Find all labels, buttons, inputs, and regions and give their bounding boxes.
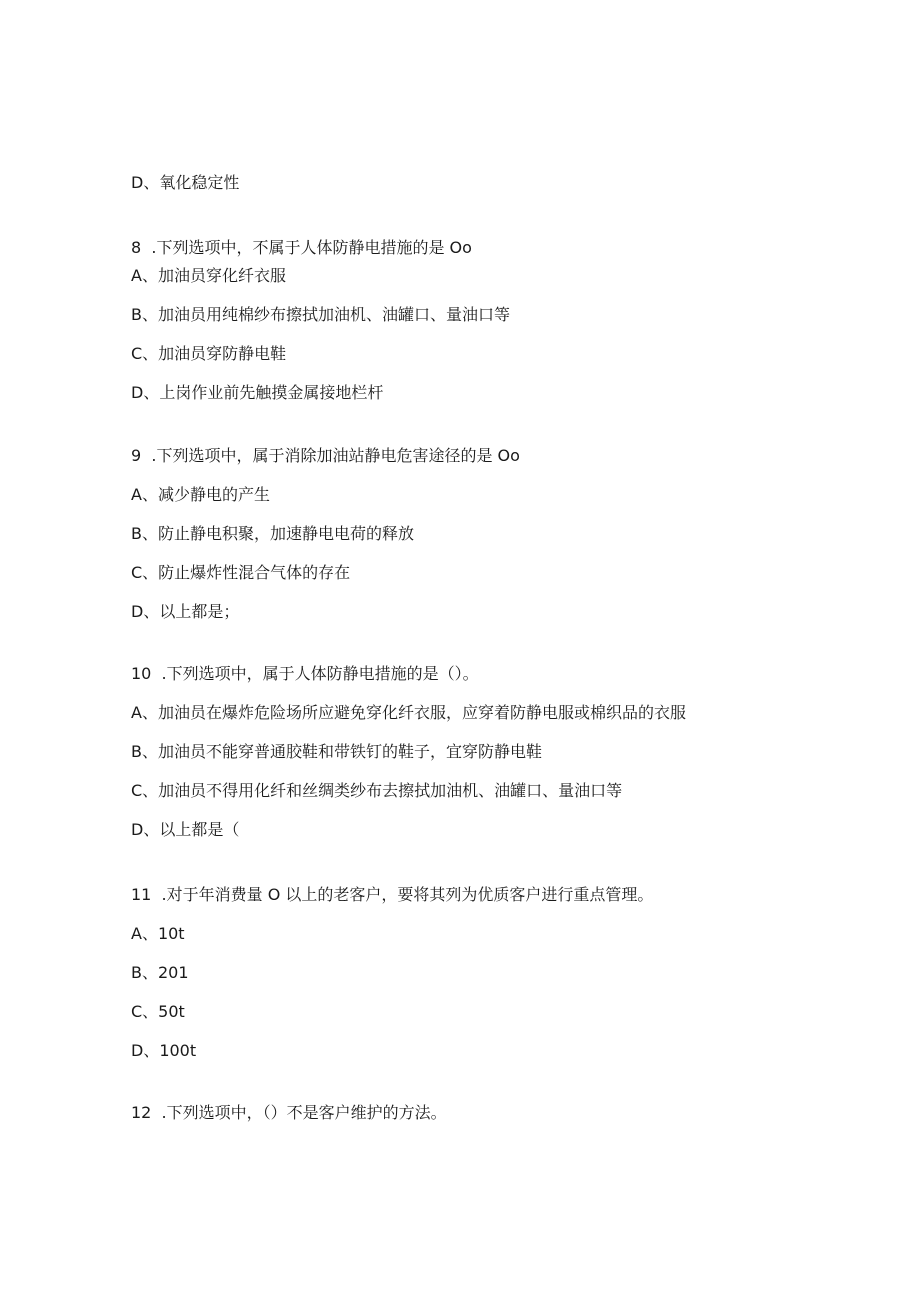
q10-option-c: C、加油员不得用化纤和丝绸类纱布去擦拭加油机、油罐口、量油口等 bbox=[131, 781, 623, 800]
q8-question: 8 .下列选项中，不属于人体防静电措施的是 Oo bbox=[131, 238, 472, 257]
q10-question: 10 .下列选项中，属于人体防静电措施的是（）。 bbox=[131, 664, 479, 683]
q8-option-c: C、加油员穿防静电鞋 bbox=[131, 344, 287, 363]
q9-option-c: C、防止爆炸性混合气体的存在 bbox=[131, 563, 351, 582]
q9-option-b: B、防止静电积聚，加速静电电荷的释放 bbox=[131, 524, 414, 543]
q11-question: 11 .对于年消费量 O 以上的老客户，要将其列为优质客户进行重点管理。 bbox=[131, 885, 654, 904]
q7-option-d: D、氧化稳定性 bbox=[131, 173, 240, 192]
q10-option-d: D、以上都是（ bbox=[131, 820, 240, 839]
q8-option-a: A、加油员穿化纤衣服 bbox=[131, 266, 286, 285]
q8-option-b: B、加油员用纯棉纱布擦拭加油机、油罐口、量油口等 bbox=[131, 305, 510, 324]
q9-option-a: A、减少静电的产生 bbox=[131, 485, 270, 504]
q9-question: 9 .下列选项中，属于消除加油站静电危害途径的是 Oo bbox=[131, 446, 520, 465]
q9-option-d: D、以上都是； bbox=[131, 602, 240, 621]
q11-option-c: C、50t bbox=[131, 1002, 185, 1021]
q11-option-a: A、10t bbox=[131, 924, 185, 943]
q12-question: 12 .下列选项中，（）不是客户维护的方法。 bbox=[131, 1103, 447, 1122]
q8-option-d: D、上岗作业前先触摸金属接地栏杆 bbox=[131, 383, 384, 402]
q11-option-d: D、100t bbox=[131, 1041, 197, 1060]
q10-option-a: A、加油员在爆炸危险场所应避免穿化纤衣服，应穿着防静电服或棉织品的衣服 bbox=[131, 703, 686, 722]
q10-option-b: B、加油员不能穿普通胶鞋和带铁钉的鞋子，宜穿防静电鞋 bbox=[131, 742, 542, 761]
q11-option-b: B、201 bbox=[131, 963, 189, 982]
